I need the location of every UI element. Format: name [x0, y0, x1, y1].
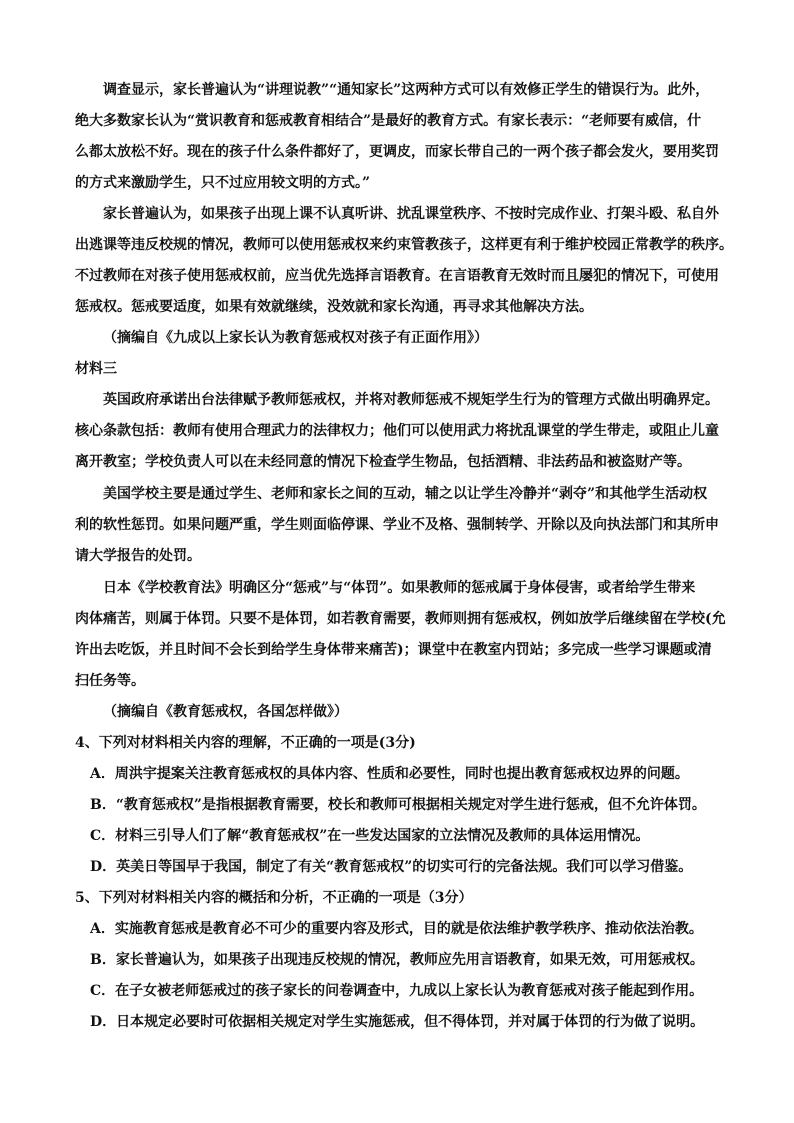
- question-4-option-d: D．英美日等国早于我国，制定了有关“教育惩戒权”的切实可行的完备法规。我们可以学习借鉴。: [90, 859, 693, 875]
- question-4-option-b: B．“教育惩戒权”是指根据教育需要，校长和教师可根据相关规定对学生进行惩戒，但不允许体罚。: [90, 797, 706, 813]
- paragraph-japan-line: 扫任务等。: [75, 673, 145, 689]
- question-5-option-c: C．在子女被老师惩戒过的孩子家长的问卷调查中，九成以上家长认为教育惩戒对孩子能起到作用。: [90, 983, 704, 999]
- paragraph-us-line: 美国学校主要是通过学生、老师和家长之间的互动，辅之以让学生冷静并“剥夺”和其他学生活动权: [103, 486, 708, 502]
- paragraph-us-line: 利的软性惩罚。如果问题严重，学生则面临停课、学业不及格、强制转学、开除以及向执法部门和其所申: [75, 517, 719, 533]
- paragraph-survey-line: 调查显示，家长普遍认为“讲理说教”“通知家长”这两种方式可以有效修正学生的错误行为。此外，: [103, 82, 710, 98]
- paragraph-japan-line: 日本《学校教育法》明确区分“惩戒”与“体罚”。如果教师的惩戒属于身体侵害，或者给学生带来: [103, 580, 696, 596]
- question-5-stem: 5、下列对材料相关内容的概括和分析，不正确的一项是（3分）: [75, 890, 473, 906]
- paragraph-parents-line: 惩戒权。惩戒要适度，如果有效就继续，没效就和家长沟通，再寻求其他解决方法。: [75, 299, 593, 315]
- question-5-option-d: D．日本规定必要时可依据相关规定对学生实施惩戒，但不得体罚，并对属于体罚的行为做了说明。: [90, 1014, 705, 1030]
- question-5-option-b: B．家长普遍认为，如果孩子出现违反校规的情况，教师应先用言语教育，如果无效，可用惩戒权。: [90, 952, 704, 968]
- paragraph-survey-line: 绝大多数家长认为“赏识教育和惩戒教育相结合”是最好的教育方式。有家长表示：“老师要有威信，什: [75, 113, 702, 129]
- source-citation-2: （摘编自《九成以上家长认为教育惩戒权对孩子有正面作用》）: [103, 330, 488, 346]
- paragraph-parents-line: 家长普遍认为，如果孩子出现上课不认真听讲、扰乱课堂秩序、不按时完成作业、打架斗殴、私自外: [103, 206, 719, 222]
- paragraph-japan-line: 许出去吃饭，并且时间不会长到给学生身体带来痛苦)；课堂中在教室内罚站；多完成一些学习课题或清: [75, 642, 712, 658]
- paragraph-uk-line: 核心条款包括：教师有使用合理武力的法律权力；他们可以使用武力将扰乱课堂的学生带走，或阻止儿童: [75, 423, 719, 439]
- question-4-stem: 4、下列对材料相关内容的理解，不正确的一项是(3分): [75, 735, 416, 751]
- paragraph-survey-line: 么都太放松不好。现在的孩子什么条件都好了，更调皮，而家长带自己的一两个孩子都会发火，要用奖罚: [75, 144, 719, 160]
- question-4-option-c: C．材料三引导人们了解“教育惩戒权”在一些发达国家的立法情况及教师的具体运用情况。: [90, 828, 650, 844]
- paragraph-parents-line: 出逃课等违反校规的情况，教师可以使用惩戒权来约束管教孩子，这样更有利于维护校园正常教学的秩序。: [75, 237, 733, 253]
- source-citation-3: （摘编自《教育惩戒权，各国怎样做》）: [103, 704, 348, 720]
- paragraph-japan-line: 肉体痛苦，则属于体罚。只要不是体罚，如若教育需要，教师则拥有惩戒权，例如放学后继续留在学校(允: [75, 611, 726, 627]
- paragraph-uk-line: 英国政府承诺出台法律赋予教师惩戒权，并将对教师惩戒不规矩学生行为的管理方式做出明确界定。: [103, 392, 719, 408]
- paragraph-parents-line: 不过教师在对孩子使用惩戒权前，应当优先选择言语教育。在言语教育无效时而且屡犯的情况下，可使用: [75, 268, 719, 284]
- paragraph-us-line: 请大学报告的处罚。: [75, 548, 201, 564]
- paragraph-survey-line: 的方式来激励学生，只不过应用较文明的方式。”: [75, 175, 371, 191]
- question-5-option-a: A．实施教育惩戒是教育必不可少的重要内容及形式，目的就是依法维护教学秩序、推动依法治教。: [90, 921, 703, 937]
- material-3-heading: 材料三: [75, 361, 117, 377]
- question-4-option-a: A．周洪宇提案关注教育惩戒权的具体内容、性质和必要性，同时也提出教育惩戒权边界的问题。: [90, 766, 689, 782]
- paragraph-uk-line: 离开教室；学校负责人可以在未经同意的情况下检查学生物品，包括酒精、非法药品和被盗财产等。: [75, 454, 691, 470]
